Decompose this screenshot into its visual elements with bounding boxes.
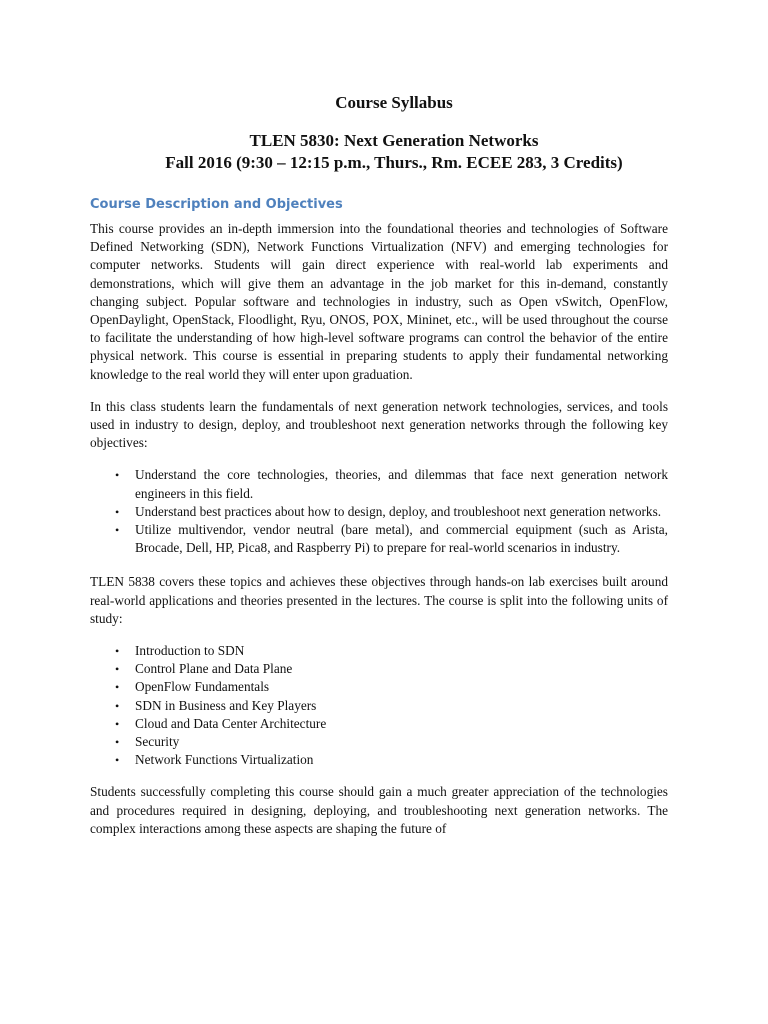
bullet-icon: • [115, 735, 120, 750]
objective-item [115, 503, 668, 521]
objective-text: Utilize multivendor, vendor neutral (bare metal), and commercial equipment (such as Arista, Brocade, Dell, HP, Pica8, and Raspberry Pi) to prepare for real-world scenarios in industry. [135, 522, 668, 556]
course-info: Fall 2016 (9:30 – 12:15 p.m., Thurs., Rm. ECEE 283, 3 Credits) [165, 153, 623, 172]
objective-item [115, 466, 668, 502]
bullet-icon: • [115, 468, 120, 483]
unit-item [115, 660, 668, 678]
objective-text: Understand the core technologies, theories, and dilemmas that face next generation network engineers in this field. [135, 467, 668, 501]
unit-item [115, 697, 668, 715]
unit-text: Introduction to SDN [135, 643, 245, 659]
unit-item [115, 751, 668, 769]
unit-text: Security [135, 734, 180, 750]
unit-item [115, 733, 668, 751]
bullet-icon: • [115, 716, 120, 731]
units-list [90, 642, 668, 769]
bullet-icon: • [115, 504, 120, 519]
bullet-icon: • [115, 644, 120, 659]
unit-text: OpenFlow Fundamentals [135, 679, 270, 695]
bullet-icon: • [115, 753, 120, 768]
bullet-icon: • [115, 680, 120, 695]
document-heading: Course Syllabus [335, 93, 453, 112]
objective-item [115, 521, 668, 557]
bullet-icon: • [115, 523, 120, 538]
unit-text: Control Plane and Data Plane [135, 661, 293, 677]
section-heading: Course Description and Objectives [90, 197, 343, 212]
units-intro-paragraph: TLEN 5838 covers these topics and achieves these objectives through hands-on lab exercises built around real-world applications and theories presented in the lectures. The course is split into the following units of study: [90, 574, 668, 626]
bullet-icon: • [115, 662, 120, 677]
objectives-intro-paragraph: In this class students learn the fundamentals of next generation network technologies, services, and tools used in industry to design, deploy, and troubleshoot next generation networks through the following key objectives: [90, 398, 668, 451]
course-title: TLEN 5830: Next Generation Networks [249, 131, 539, 150]
title-block [120, 92, 668, 174]
closing-paragraph: Students successfully completing this course should gain a much greater appreciation of the technologies and procedures required in designing, deploying, and troubleshooting next generation networks. The complex interactions among these aspects are shaping the future of [90, 784, 668, 836]
objective-text: Understand best practices about how to design, deploy, and troubleshoot next generation networks. [135, 503, 662, 519]
unit-item [115, 678, 668, 696]
unit-text: SDN in Business and Key Players [135, 697, 317, 713]
unit-item [115, 642, 668, 660]
unit-text: Network Functions Virtualization [135, 752, 314, 768]
bullet-icon: • [115, 698, 120, 713]
unit-text: Cloud and Data Center Architecture [135, 715, 327, 731]
unit-item [115, 715, 668, 733]
objectives-list [90, 466, 668, 557]
description-paragraph: This course provides an in-depth immersion into the foundational theories and technologies of Software Defined Networking (SDN), Network Functions Virtualization (NFV) and emerging technologies for computer networks. Students will gain direct experience with real-world lab experiments and demonstrations, which will give them an advantage in the job market for this in-demand, constantly changing subject. Popular software and technologies in industry, such as Open vSwitch, OpenFlow, OpenDaylight, OpenStack, Floodlight, Ryu, ONOS, POX, Mininet, etc., will be used throughout the course to facilitate the understanding of how high-level software programs can control the behavior of the entire physical network. This course is essential in preparing students to apply their fundamental networking knowledge to the real world they will enter upon graduation. [90, 221, 668, 382]
